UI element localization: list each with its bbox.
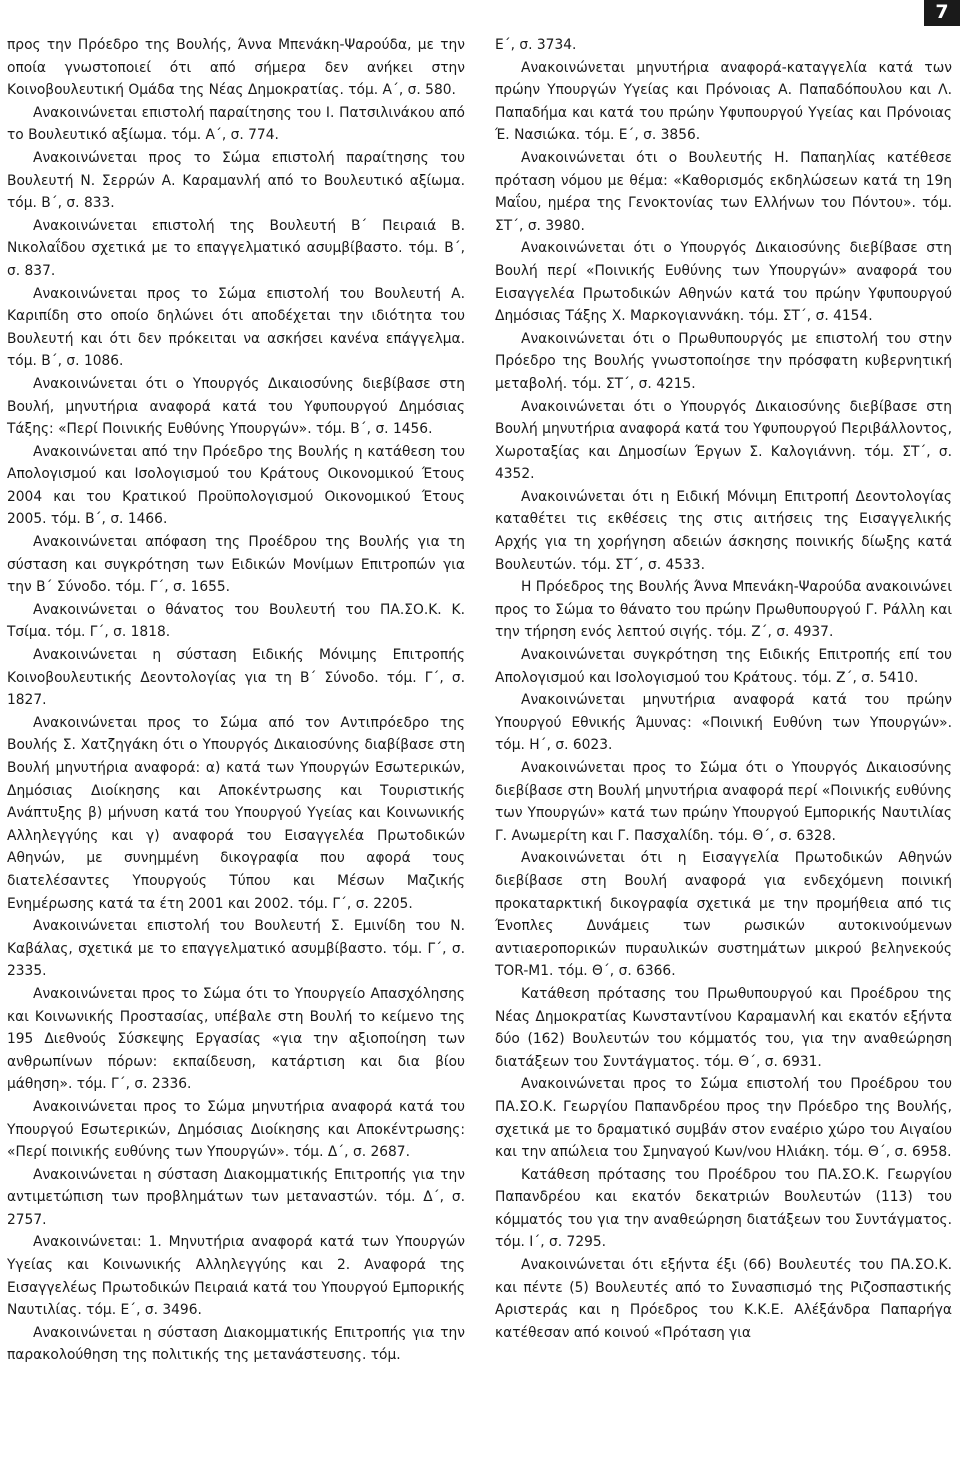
announcement-paragraph: Ανακοινώνεται προς το Σώμα ότι ο Υπουργός Δικαιοσύνης διεβίβασε στη Βουλή μηνυτήρια αναφορά περί «Ποινικής ευθύνης των Υπουργών» κατά των πρώην Υπουργού Εμπορικής Ναυτιλίας Γ. Ανωμερίτη και Γ. Πασχαλίδη. τόμ. Θ΄, σ. 6328. xyxy=(495,760,952,844)
announcement-paragraph: Ε΄, σ. 3734. xyxy=(495,37,577,53)
announcement-paragraph: Ανακοινώνεται προς το Σώμα από τον Αντιπρόεδρο της Βουλής Σ. Χατζηγάκη ότι ο Υπουργός Δικαιοσύνης διαβίβασε στη Βουλή μηνυτήρια αναφορά: α) κατά των Υπουργών Εσωτερικών, Δημόσιας Διοίκησης και Αποκέντρωσης και Τουριστικής Ανάπτυξης β) μήνυση κατά του Υπουργού Υγείας και Κοινωνικής Αλληλεγγύης και γ) αναφορά του Εισαγγελέα Πρωτοδικών Αθηνών, με συνημμένη δικογραφία που αφορά τους διατελέσαντες Υπουργούς Τύπου και Μέσων Μαζικής Ενημέρωσης κατά τα έτη 2001 και 2002. τόμ. Γ΄, σ. 2205. xyxy=(7,714,465,912)
announcement-paragraph: Ανακοινώνεται ότι ο Υπουργός Δικαιοσύνης διεβίβασε στη Βουλή, μηνυτήρια αναφορά κατά του Υφυπουργού Δημόσιας Τάξης: «Περί Ποινικής Ευθύνης Υπουργών». τόμ. Β΄, σ. 1456. xyxy=(7,375,465,438)
announcement-paragraph: Ανακοινώνεται ότι ο Βουλευτής Η. Παπαηλίας κατέθεσε πρόταση νόμου με θέμα: «Καθορισμός εκδηλώσεων κατά τη 19η Μαΐου, ημέρα της Γενοκτονίας των Ελλήνων του Πόντου». τόμ. ΣΤ΄, σ. 3980. xyxy=(495,149,952,234)
announcement-paragraph: Ανακοινώνεται συγκρότηση της Ειδικής Επιτροπής επί του Απολογισμού και Ισολογισμού του Κράτους. τόμ. Ζ΄, σ. 5410. xyxy=(495,647,952,686)
announcement-paragraph: Ανακοινώνεται προς το Σώμα επιστολή του Βουλευτή Α. Καριπίδη στο οποίο δηλώνει ότι αποδέχεται την ιδιότητα του Βουλευτή και ότι δεν πρόκειται να ασκήσει κανένα επάγγελμα. τόμ. Β΄, σ. 1086. xyxy=(7,285,465,370)
announcement-paragraph: Ανακοινώνεται μηνυτήρια αναφορά-καταγγελία κατά των πρώην Υπουργών Υγείας και Πρόνοιας Α. Παπαδόπουλου και Λ. Παπαδήμα και κατά του πρώην Υφυπουργού Υγείας και Πρόνοιας Έ. Νασιώκα. τόμ. Ε΄, σ. 3856. xyxy=(495,59,952,144)
announcement-paragraph: Η Πρόεδρος της Βουλής Άννα Μπενάκη-Ψαρούδα ανακοινώνει προς το Σώμα το θάνατο του πρώην Πρωθυπουργού Γ. Ράλλη και την τήρηση ενός λεπτού σιγής. τόμ. Ζ΄, σ. 4937. xyxy=(495,579,952,641)
announcement-paragraph: Ανακοινώνεται προς το Σώμα μηνυτήρια αναφορά κατά του Υπουργού Εσωτερικών, Δημόσιας Διοίκησης και Αποκέντρωσης: «Περί ποινικής ευθύνης των Υπουργών». τόμ. Δ΄, σ. 2687. xyxy=(7,1098,465,1161)
announcement-paragraph: Ανακοινώνεται προς το Σώμα ότι το Υπουργείο Απασχόλησης και Κοινωνικής Προστασίας, υπέβαλε στη Βουλή το κείμενο της 195 Διεθνούς Σύσκεψης Εργασίας «για την αξιοποίηση των ανθρωπίνων πόρων: εκπαίδευση, κατάρτιση και δια βίου μάθηση». τόμ. Γ΄, σ. 2336. xyxy=(7,985,465,1093)
announcement-paragraph: Ανακοινώνεται η σύσταση Διακομματικής Επιτροπής για την παρακολούθηση της πολιτικής της μετανάστευσης. τόμ. xyxy=(7,1324,465,1364)
announcement-paragraph: Ανακοινώνεται η σύσταση Ειδικής Μόνιμης Επιτροπής Κοινοβουλευτικής Δεοντολογίας για τη Β΄ Σύνοδο. τόμ. Γ΄, σ. 1827. xyxy=(7,647,465,709)
announcement-paragraph: Ανακοινώνεται ο θάνατος του Βουλευτή του ΠΑ.ΣΟ.Κ. Κ. Τσίμα. τόμ. Γ΄, σ. 1818. xyxy=(7,601,465,641)
announcement-paragraph: Ανακοινώνεται επιστολή παραίτησης του Ι. Πατσιλινάκου από το Βουλευτικό αξίωμα. τόμ. Α΄, σ. 774. xyxy=(7,104,465,144)
announcement-paragraph: Κατάθεση πρότασης του Πρωθυπουργού και Προέδρου της Νέας Δημοκρατίας Κωνσταντίνου Καραμανλή και εκατόν εξήντα δύο (162) Βουλευτών του κόμματός του, για την αναθεώρηση διατάξεων του Συντάγματος. τόμ. Θ΄, σ. 6931. xyxy=(495,985,952,1070)
announcement-paragraph: Ανακοινώνεται επιστολή του Βουλευτή Σ. Εμινίδη του Ν. Καβάλας, σχετικά με το επαγγελματικό ασυμβίβαστο. τόμ. Γ΄, σ. 2335. xyxy=(7,918,465,980)
announcement-paragraph: Ανακοινώνεται η σύσταση Διακομματικής Επιτροπής για την αντιμετώπιση των προβλημάτων των μεταναστών. τόμ. Δ΄, σ. 2757. xyxy=(7,1166,465,1228)
announcement-paragraph: Ανακοινώνεται απόφαση της Προέδρου της Βουλής για τη σύσταση και συγκρότηση των Ειδικών Μονίμων Επιτροπών για την Β΄ Σύνοδο. τόμ. Γ΄, σ. 1655. xyxy=(7,534,465,596)
right-column xyxy=(495,34,952,1344)
announcement-paragraph: Ανακοινώνεται προς το Σώμα επιστολή του Προέδρου του ΠΑ.ΣΟ.Κ. Γεωργίου Παπανδρέου προς την Πρόεδρο της Βουλής, σχετικά με το δραματικό συμβάν στον εναέριο χώρο του Αιγαίου και την απώλεια του Σμηναγού Κων/νου Ηλιάκη. τόμ. Θ΄, σ. 6958. xyxy=(495,1076,952,1161)
announcement-paragraph: Κατάθεση πρότασης του Προέδρου του ΠΑ.ΣΟ.Κ. Γεωργίου Παπανδρέου και εκατόν δεκατριών Βουλευτών (113) του κόμματός του για την αναθεώρηση διατάξεων του Συντάγματος. τόμ. Ι΄, σ. 7295. xyxy=(495,1166,952,1251)
page-number: 7 xyxy=(924,0,960,26)
announcement-paragraph: Ανακοινώνεται ότι ο Πρωθυπουργός με επιστολή του στην Πρόεδρο της Βουλής γνωστοποίησε την πρόσφατη κυβερνητική μεταβολή. τόμ. ΣΤ΄, σ. 4215. xyxy=(495,330,952,392)
announcement-paragraph: Ανακοινώνεται ότι η Εισαγγελία Πρωτοδικών Αθηνών διεβίβασε στη Βουλή αναφορά για ενδεχόμενη ποινική προκαταρκτική δικογραφία σχετικά με την προμήθεια από τις Ένοπλες Δυνάμεις των ρωσικών αυτοκινούμενων αντιαεροπορικών πυραυλικών συστημάτων μικρού βεληνεκούς TOR-M1. τόμ. Θ΄, σ. 6366. xyxy=(495,850,952,980)
announcement-paragraph: Ανακοινώνεται μηνυτήρια αναφορά κατά του πρώην Υπουργού Εθνικής Άμυνας: «Ποινική Ευθύνη των Υπουργών». τόμ. Η΄, σ. 6023. xyxy=(495,692,952,754)
announcement-paragraph: Ανακοινώνεται ότι ο Υπουργός Δικαιοσύνης διεβίβασε στη Βουλή περί «Ποινικής Ευθύνης των Υπουργών» αναφορά του Εισαγγελέα Πρωτοδικών Αθηνών κατά του πρώην Υφυπουργού Δημόσιας Τάξης Χ. Μαρκογιαννάκη. τόμ. ΣΤ΄, σ. 4154. xyxy=(495,240,952,325)
announcement-paragraph: Ανακοινώνεται από την Πρόεδρο της Βουλής η κατάθεση του Απολογισμού και Ισολογισμού του Κράτους Οικονομικού Έτους 2004 και του Κρατικού Προϋπολογισμού Οικονομικού Έτους 2005. τόμ. Β΄, σ. 1466. xyxy=(7,443,465,528)
announcement-paragraph: Ανακοινώνεται ότι εξήντα έξι (66) Βουλευτές του ΠΑ.ΣΟ.Κ. και πέντε (5) Βουλευτές από το Συνασπισμό της Ριζοσπαστικής Αριστεράς και η Πρόεδρος του Κ.Κ.Ε. Αλέξάνδρα Παπαρήγα κατέθεσαν από κοινού «Πρόταση για xyxy=(495,1257,952,1341)
announcement-paragraph: Ανακοινώνεται ότι ο Υπουργός Δικαιοσύνης διεβίβασε στη Βουλή μηνυτήρια αναφορά κατά του Υφυπουργού Περιβάλλοντος, Χωροταξίας και Δημοσίων Έργων Σ. Καλογιάννη. τόμ. ΣΤ΄, σ. 4352. xyxy=(495,398,953,483)
announcement-paragraph: Ανακοινώνεται προς το Σώμα επιστολή παραίτησης του Βουλευτή Ν. Σερρών Α. Καραμανλή από το Βουλευτικό αξίωμα. τόμ. Β΄, σ. 833. xyxy=(7,149,465,212)
announcement-paragraph: Ανακοινώνεται επιστολή της Βουλευτή Β΄ Πειραιά Β. Νικολαΐδου σχετικά με το επαγγελματικό ασυμβίβαστο. τόμ. Β΄, σ. 837. xyxy=(7,217,465,279)
announcement-paragraph: προς την Πρόεδρο της Βουλής, Άννα Μπενάκη-Ψαρούδα, με την οποία γνωστοποιεί ότι από σήμερα δεν ανήκει στην Κοινοβουλευτική Ομάδα της Νέας Δημοκρατίας. τόμ. Α΄, σ. 580. xyxy=(7,37,465,99)
announcement-paragraph: Ανακοινώνεται: 1. Μηνυτήρια αναφορά κατά των Υπουργών Υγείας και Κοινωνικής Αλληλεγγύης και 2. Αναφορά της Εισαγγελέως Πρωτοδικών Πειραιά κατά του Υπουργού Εμπορικής Ναυτιλίας. τόμ. Ε΄, σ. 3496. xyxy=(7,1234,465,1319)
left-column xyxy=(7,34,465,1367)
announcement-paragraph: Ανακοινώνεται ότι η Ειδική Μόνιμη Επιτροπή Δεοντολογίας καταθέτει τις εκθέσεις της στις αιτήσεις της Εισαγγελικής Αρχής για τη χορήγηση αδειών άσκησης ποινικής δίωξης κατά Βουλευτών. τόμ. ΣΤ΄, σ. 4533. xyxy=(495,488,952,573)
